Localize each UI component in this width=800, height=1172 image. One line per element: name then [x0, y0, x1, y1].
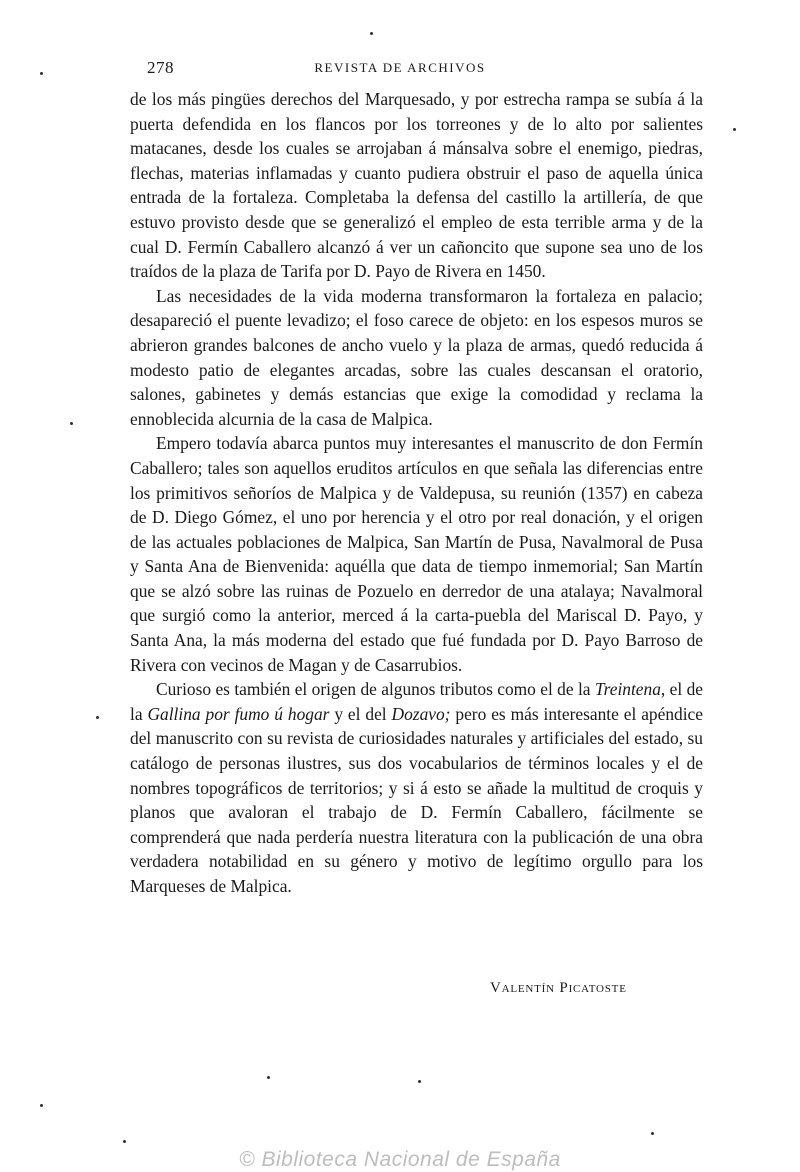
scan-speck — [96, 716, 99, 719]
paragraph-4 — [130, 677, 703, 898]
term-dozavo: Dozavo; — [391, 703, 451, 724]
library-watermark: © Biblioteca Nacional de España — [239, 1148, 561, 1171]
paragraph-2: Las necesidades de la vida moderna transformaron la fortaleza en palacio; desapareció el puente levadizo; el foso carece de objeto: en los espesos muros se abrieron grandes balcones de ancho vuelo y la plaza de armas, quedó reducida á modesto patio de elegantes arcadas, sobre las cuales descansan el oratorio, salones, gabinetes y demás estancias que exige la comodidad y reclama la ennoblecida alcurnia de la casa de Malpica. — [130, 285, 703, 429]
page-header — [0, 58, 800, 84]
paragraph-4-text-b: , el de la — [130, 679, 703, 724]
running-head: REVISTA DE ARCHIVOS — [314, 60, 486, 75]
paragraph-4-text-c: y el del — [329, 703, 392, 724]
paragraph-1: de los más pingües derechos del Marquesado, y por estrecha rampa se subía á la puerta defendida en los flancos por los torreones y de lo alto por salientes matacanes, desde los cuales se arrojaban á mánsalva sobre el enemigo, piedras, flechas, materias inflamadas y cuanto pudiera obstruir el paso de aquella única entrada de la fortaleza. Completaba la defensa del castillo la artillería, de que estuvo provisto desde que se generalizó el empleo de esta terrible arma y de la cual D. Fermín Caballero alcanzó á ver un cañoncito que supone sea uno de los traídos de la plaza de Tarifa por D. Payo de Rivera en 1450. — [130, 89, 703, 282]
scan-speck — [370, 32, 373, 35]
article-body — [130, 87, 703, 899]
scan-speck — [418, 1080, 421, 1083]
term-gallina: Gallina por fumo ú hogar — [147, 703, 330, 724]
scan-speck — [651, 1132, 654, 1135]
page-number: 278 — [147, 58, 174, 77]
author-signature: Valentín Picatoste — [490, 980, 627, 996]
scan-speck — [70, 422, 73, 425]
scan-speck — [733, 128, 736, 131]
term-treintena: Treintena — [594, 679, 661, 700]
paragraph-4-text-a: Curioso es también el origen de algunos tributos como el de la — [156, 679, 595, 700]
scan-speck — [40, 72, 43, 75]
scan-speck — [267, 1076, 270, 1079]
paragraph-3: Empero todavía abarca puntos muy interesantes el manuscrito de don Fermín Caballero; tales son aquellos eruditos artículos en que señala las diferencias entre los primitivos señoríos de Malpica y de Valdepusa, su reunión (1357) en cabeza de D. Diego Gómez, el uno por herencia y el otro por real donación, y el origen de las actuales poblaciones de Malpica, San Martín de Pusa, Navalmoral de Pusa y Santa Ana de Bienvenida: aquélla que data de tiempo inmemorial; San Martín que se alzó sobre las ruinas de Pozuelo en derredor de una atalaya; Navalmoral que surgió como la anterior, merced á la carta-puebla del Mariscal D. Payo, y Santa Ana, la más moderna del estado que fué fundada por D. Payo Barroso de Rivera con vecinos de Magan y de Casarrubios. — [130, 433, 703, 675]
scan-speck — [40, 1104, 43, 1107]
paragraph-4-text-d: pero es más interesante el apéndice del manuscrito con su revista de curiosidades naturales y artificiales del estado, su catálogo de personas ilustres, sus dos vocabularios de términos locales y el de nombres topográficos de territorios; y si á esto se añade la multitud de croquis y planos que avaloran el trabajo de D. Fermín Caballero, fácilmente se comprenderá que nada perdería nuestra literatura con la publicación de una obra verdadera notabilidad en su género y motivo de legítimo orgullo para los Marqueses de Malpica. — [130, 703, 703, 896]
scan-speck — [123, 1140, 126, 1143]
